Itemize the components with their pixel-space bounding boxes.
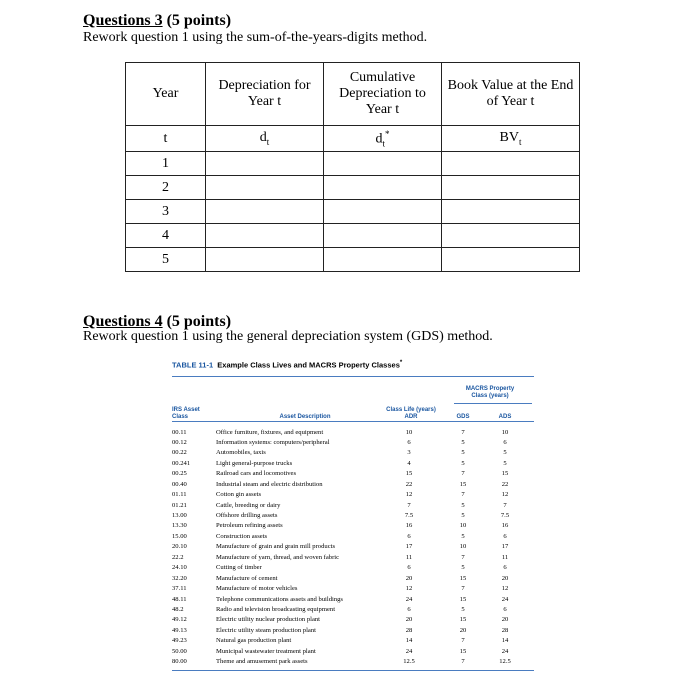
asset-class: 13.30 [172,522,187,530]
year-cell: 1 [126,152,206,176]
asset-description: Petroleum refining assets [216,522,283,530]
header-book-value: Book Value at the End of Year t [442,63,580,126]
macrs-row [172,490,534,500]
gds-years: 7 [461,553,465,561]
ads-years: 22 [501,480,509,488]
ads-years: 11 [501,553,509,561]
bv-cell[interactable] [442,200,580,224]
bv-cell[interactable] [442,248,580,272]
asset-class: 80.00 [172,658,187,666]
gds-years: 5 [461,512,465,519]
ads-years: 12 [501,491,509,499]
header-year: Year [126,63,206,126]
ads-years: 24 [501,595,509,603]
asset-class: 00.12 [172,438,187,446]
ads-years: 12.5 [499,658,511,666]
ads-years: 24 [501,647,509,655]
cum-cell[interactable] [324,176,442,200]
ads-years: 20 [501,574,509,582]
adr-years: 6 [407,438,411,446]
question-3-instruction: Rework question 1 using the sum-of-the-years-digits method. [83,30,428,45]
dep-cell[interactable] [206,224,324,248]
header-class-life: Class Life (years) ADR [386,406,436,420]
adr-years: 16 [405,522,413,530]
asset-class: 01.11 [172,491,187,499]
cum-cell[interactable] [324,200,442,224]
ads-years: 7 [503,501,507,509]
ads-years: 6 [503,564,507,572]
asset-description: Construction assets [216,532,268,540]
gds-years: 5 [461,605,465,613]
gds-years: 7 [461,658,465,666]
asset-description: Natural gas production plant [216,637,292,645]
dep-cell[interactable] [206,248,324,272]
adr-years: 11 [405,553,413,561]
macrs-row [172,542,534,552]
adr-years: 6 [407,564,411,572]
adr-years: 12 [405,585,413,593]
question-4-points: (5 points) [162,313,232,330]
gds-years: 7 [461,585,465,593]
ads-years: 7.5 [500,512,510,519]
macrs-row [172,563,534,573]
adr-years: 12.5 [403,658,415,666]
asset-class: 00.40 [172,480,187,488]
macrs-row [172,511,534,521]
macrs-row [172,501,534,511]
gds-years: 15 [459,595,467,603]
asset-description: Radio and television broadcasting equipment [216,605,336,613]
asset-description: Electric utility nuclear production plant [216,616,320,624]
macrs-row [172,626,534,636]
ads-years: 12 [501,585,509,593]
asset-description: Cutting of timber [216,564,262,572]
asset-description: Offshore drilling assets [216,512,278,519]
asset-description: Information systems: computers/peripheral [216,438,330,446]
gds-years: 7 [461,491,465,499]
gds-years: 7 [461,428,465,436]
asset-class: 50.00 [172,647,187,655]
year-cell: 2 [126,176,206,200]
asset-description: Railroad cars and locomotives [216,470,297,478]
macrs-row [172,657,534,667]
question-4-instruction: Rework question 1 using the general depreciation system (GDS) method. [83,329,493,344]
cum-cell[interactable] [324,152,442,176]
adr-years: 24 [405,595,413,603]
macrs-row [172,521,534,531]
asset-description: Manufacture of grain and grain mill products [216,543,336,551]
macrs-row [172,459,534,469]
gds-years: 5 [461,449,465,457]
asset-class: 00.22 [172,449,187,457]
macrs-row [172,595,534,605]
macrs-table [172,360,534,671]
year-cell: 5 [126,248,206,272]
macrs-row [172,438,534,448]
asset-class: 49.12 [172,616,187,624]
gds-years: 10 [459,543,467,551]
ads-years: 15 [501,470,509,478]
bv-cell[interactable] [442,224,580,248]
macrs-row [172,636,534,646]
header-macrs: MACRS Property Class (years) [465,385,515,399]
asset-class: 00.241 [172,459,191,467]
asset-class: 48.2 [172,605,184,613]
adr-years: 7 [407,501,411,509]
asset-class: 13.00 [172,512,187,519]
header-cumulative: Cumulative Depreciation to Year t [324,63,442,126]
gds-years: 15 [459,574,467,582]
adr-years: 28 [405,626,413,634]
adr-years: 7.5 [404,512,414,519]
asset-description: Manufacture of motor vehicles [216,585,298,593]
asset-class: 01.21 [172,501,187,509]
ads-years: 17 [501,543,509,551]
gds-years: 5 [461,438,465,446]
adr-years: 6 [407,605,411,613]
question-3-heading [83,12,231,30]
macrs-row [172,428,534,438]
asset-description: Theme and amusement park assets [216,658,308,666]
adr-years: 14 [405,637,413,645]
adr-years: 3 [407,449,411,457]
macrs-row [172,647,534,657]
year-cell: 3 [126,200,206,224]
ads-years: 6 [503,438,507,446]
bv-cell[interactable] [442,152,580,176]
asset-description: Telephone communications assets and buildings [216,595,343,603]
header-irs: IRS Asset Class [172,406,200,420]
cum-cell[interactable] [324,248,442,272]
dep-cell[interactable] [206,200,324,224]
ads-years: 20 [501,616,509,624]
asset-class: 00.11 [172,428,187,436]
gds-years: 15 [459,647,467,655]
gds-years: 15 [459,480,467,488]
adr-years: 17 [405,543,413,551]
macrs-row [172,480,534,490]
macrs-row [172,584,534,594]
ads-years: 10 [501,428,509,436]
header-gds: GDS [456,413,470,420]
ads-years: 5 [503,449,507,457]
symbol-bvt: $BV_t$ [442,126,580,152]
question-3-points: (5 points) [162,12,232,29]
year-cell: 4 [126,224,206,248]
adr-years: 20 [405,616,413,624]
asset-class: 49.13 [172,626,187,634]
bv-cell[interactable] [442,176,580,200]
gds-years: 5 [461,501,465,509]
asset-class: 24.10 [172,564,187,572]
header-depreciation: Depreciation for Year t [206,63,324,126]
question-3-title: Questions 3 [83,12,163,29]
asset-description: Cattle, breeding or dairy [216,501,281,509]
macrs-row [172,448,534,458]
ads-years: 5 [503,459,507,467]
asset-class: 15.00 [172,532,187,540]
macrs-table-number: TABLE 11-1 [172,360,214,370]
macrs-table-title: Example Class Lives and MACRS Property Classes [217,360,400,370]
adr-years: 22 [405,480,413,488]
macrs-row [172,615,534,625]
ads-years: 6 [503,605,507,613]
adr-years: 12 [405,491,413,499]
macrs-row [172,605,534,615]
asset-class: 00.25 [172,470,187,478]
adr-years: 15 [405,470,413,478]
asset-description: Light general-purpose trucks [216,459,293,467]
gds-years: 5 [461,564,465,572]
asset-description: Automobiles, taxis [216,449,266,457]
gds-years: 10 [459,522,467,530]
adr-years: 20 [405,574,413,582]
ads-years: 14 [501,637,509,645]
symbol-dt: $d_t$ [206,126,324,152]
asset-class: 20.10 [172,543,187,551]
adr-years: 4 [407,459,411,467]
symbol-t: t [126,126,206,152]
asset-description: Manufacture of cement [216,574,278,582]
gds-years: 7 [461,637,465,645]
macrs-rows [172,428,534,668]
adr-years: 10 [405,428,413,436]
macrs-row [172,469,534,479]
macrs-header [172,376,534,421]
asset-class: 48.11 [172,595,187,603]
header-description: Asset Description [279,413,331,420]
asset-description: Industrial steam and electric distribution [216,480,323,488]
cum-cell[interactable] [324,224,442,248]
asset-class: 37.11 [172,585,187,593]
asset-description: Municipal wastewater treatment plant [216,647,316,655]
asset-description: Office furniture, fixtures, and equipment [216,428,324,436]
adr-years: 24 [405,647,413,655]
asset-class: 22.2 [172,553,184,561]
adr-years: 6 [407,532,411,540]
ads-years: 28 [501,626,509,634]
gds-years: 15 [459,616,467,624]
ads-years: 6 [503,532,507,540]
question-4-title: Questions 4 [83,313,163,330]
ads-years: 16 [501,522,509,530]
asset-description: Manufacture of yarn, thread, and woven fabric [216,553,340,561]
asset-class: 49.23 [172,637,187,645]
header-ads: ADS [498,413,512,420]
depreciation-table [125,62,580,272]
symbol-dt-star: $d_t^*$ [324,126,442,152]
asset-description: Cotton gin assets [216,491,262,499]
gds-years: 5 [461,459,465,467]
dep-cell[interactable] [206,176,324,200]
asset-class: 32.20 [172,574,187,582]
asset-description: Electric utility steam production plant [216,626,316,634]
macrs-row [172,553,534,563]
macrs-row [172,532,534,542]
macrs-row [172,574,534,584]
gds-years: 7 [461,470,465,478]
gds-years: 20 [459,626,467,634]
macrs-caption: TABLE 11-1 Example Class Lives and MACRS Property Classes* [172,360,403,370]
dep-cell[interactable] [206,152,324,176]
gds-years: 5 [461,532,465,540]
